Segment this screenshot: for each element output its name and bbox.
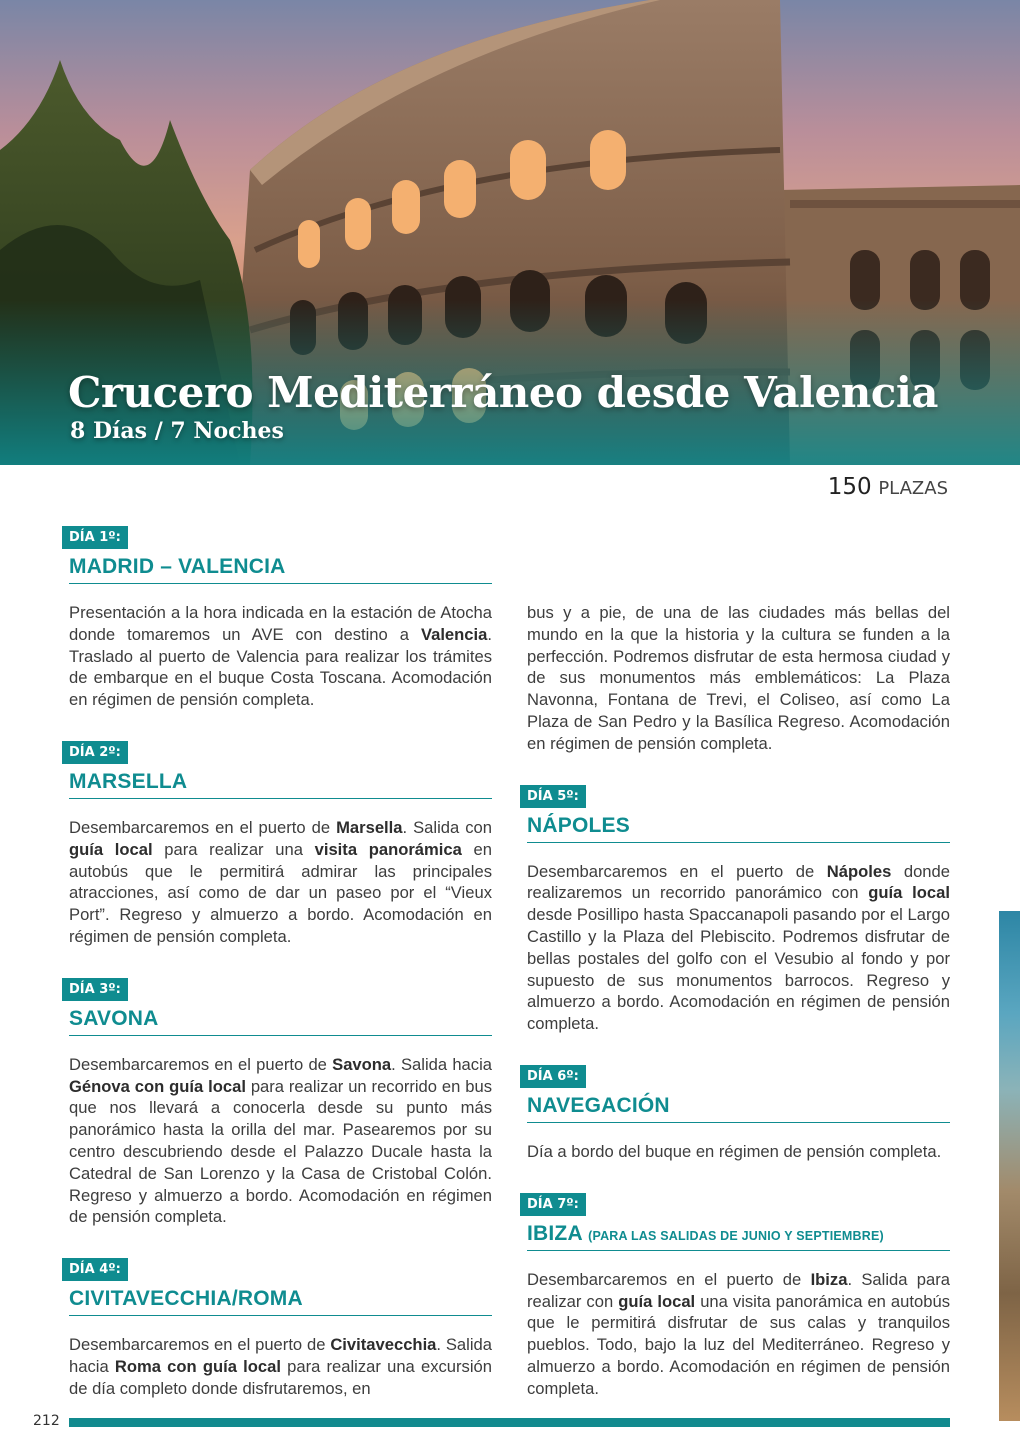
day-description	[69, 602, 492, 711]
day-badge: DÍA 3º:	[62, 978, 128, 1001]
description-text: Desembarcaremos en el puerto de	[527, 1269, 811, 1289]
description-text: una visita panorámica en autobús que le permitirá disfrutar de sus calas y tranquilos pueblos. Todo, bajo la luz del Mediterráneo. Regreso y almuerzo a bordo. Acomodación en régimen de pensión completa.	[527, 1291, 950, 1398]
day-title: SAVONA	[69, 1001, 492, 1036]
highlighted-text: Marsella	[336, 817, 403, 837]
description-text: . Salida hacia	[69, 1335, 492, 1376]
highlighted-text: visita panorámica	[314, 839, 462, 859]
day-description	[527, 1269, 950, 1400]
description-text: . Salida con	[402, 817, 492, 837]
day-4-continuation	[527, 602, 950, 755]
day-title: NAVEGACIÓN	[527, 1088, 950, 1123]
description-text: Desembarcaremos en el puerto de	[527, 861, 827, 881]
day-description	[527, 1141, 950, 1163]
page-title: Crucero Mediterráneo desde Valencia	[68, 368, 939, 417]
day-4-section	[69, 1258, 492, 1399]
description-text: . Salida para realizar con	[527, 1269, 951, 1311]
highlighted-text: guía local	[69, 839, 153, 859]
day-description	[527, 861, 950, 1035]
hero-image	[0, 0, 1020, 465]
description-text: donde realizaremos un recorrido panorámico con	[527, 861, 950, 903]
left-column	[69, 526, 492, 1400]
plazas-label: PLAZAS	[878, 478, 948, 499]
day-title: MARSELLA	[69, 764, 492, 799]
page-subtitle: 8 Días / 7 Noches	[70, 418, 284, 444]
plazas-count	[828, 474, 948, 500]
day-title-note: (PARA LAS SALIDAS DE JUNIO Y SEPTIEMBRE)	[588, 1228, 884, 1243]
description-text: Día a bordo del buque en régimen de pensión completa.	[527, 1141, 942, 1161]
highlighted-text: Savona	[332, 1054, 392, 1074]
description-text: Presentación a la hora indicada en la estación de Atocha donde tomaremos un AVE con destino a	[69, 603, 492, 644]
description-text: desde Posillipo hasta Spaccanapoli pasando por el Largo Castillo y la Plaza del Plebiscito. Podremos disfrutar de bellas postales del golfo con el Vesubio al fondo y por supuesto de sus monumentos barrocos. Regreso y almuerzo a bordo. Acomodación en régimen de pensión completa.	[527, 905, 950, 1034]
highlighted-text: Ibiza	[810, 1269, 848, 1289]
day-2-section	[69, 741, 492, 948]
day-badge: DÍA 4º:	[62, 1258, 128, 1281]
description-text: para realizar una	[152, 839, 315, 859]
description-text: Desembarcaremos en el puerto de	[69, 817, 337, 837]
day-badge: DÍA 1º:	[62, 526, 128, 549]
day-description	[69, 1334, 492, 1399]
description-text: . Salida hacia	[391, 1054, 492, 1074]
highlighted-text: Génova con guía local	[69, 1076, 246, 1096]
highlighted-text: Civitavecchia	[330, 1335, 437, 1355]
highlighted-text: Roma con guía local	[114, 1356, 281, 1376]
plazas-number: 150	[827, 474, 872, 500]
description-text: en autobús que le permitirá admirar las principales atracciones, así como de dar un paseo por el “Vieux Port”. Regreso y almuerzo a bordo. Acomodación en régimen de pensión completa.	[69, 839, 492, 946]
highlighted-text: Nápoles	[826, 861, 892, 881]
day-badge: DÍA 6º:	[520, 1065, 586, 1088]
day-1-section	[69, 526, 492, 711]
description-text: para realizar un recorrido en bus que nos llevará a conocerla desde su punto más panorámico hasta la orilla del mar. Pasearemos por su centro descubriendo desde el Palazzo Ducale hasta la Catedral de San Lorenzo y la Casa de Cristobal Colón. Regreso y almuerzo a bordo. Acomodación en régimen de pensión completa.	[69, 1076, 492, 1227]
day-title	[527, 1216, 950, 1251]
day-badge: DÍA 2º:	[62, 741, 128, 764]
next-page-thumbnail	[999, 911, 1020, 1421]
right-column	[527, 602, 950, 1400]
day-title: CIVITAVECCHIA/ROMA	[69, 1281, 492, 1316]
day-description	[69, 1054, 492, 1228]
day-5-section	[527, 785, 950, 1035]
day-6-section	[527, 1065, 950, 1163]
highlighted-text: guía local	[618, 1291, 696, 1311]
day-3-section	[69, 978, 492, 1228]
highlighted-text: Valencia	[420, 624, 488, 644]
day-badge: DÍA 7º:	[520, 1193, 586, 1216]
day-title-text: IBIZA	[527, 1221, 583, 1245]
day-title: MADRID – VALENCIA	[69, 549, 492, 584]
description-text: Desembarcaremos en el puerto de	[69, 1335, 331, 1355]
description-text: Desembarcaremos en el puerto de	[69, 1054, 333, 1074]
page-number: 212	[33, 1413, 60, 1429]
footer-bar	[69, 1418, 950, 1427]
day-badge: DÍA 5º:	[520, 785, 586, 808]
day-description	[69, 817, 492, 948]
day-7-section	[527, 1193, 950, 1400]
day-title: NÁPOLES	[527, 808, 950, 843]
description-text: bus y a pie, de una de las ciudades más bellas del mundo en la que la historia y la cultura se funden a la perfección. Podremos disfrutar de esta hermosa ciudad y de sus monumentos más emblemáticos: La Plaza Navonna, Fontana de Trevi, el Coliseo, así como La Plaza de San Pedro y la Basílica Regreso. Acomodación en régimen de pensión completa.	[527, 603, 950, 753]
highlighted-text: guía local	[868, 883, 950, 903]
description-text: . Traslado al puerto de Valencia para realizar los trámites de embarque en el buque Costa Toscana. Acomodación en régimen de pensión completa.	[69, 624, 492, 710]
description-text: para realizar una excursión de día completo donde disfrutaremos, en	[69, 1356, 492, 1398]
